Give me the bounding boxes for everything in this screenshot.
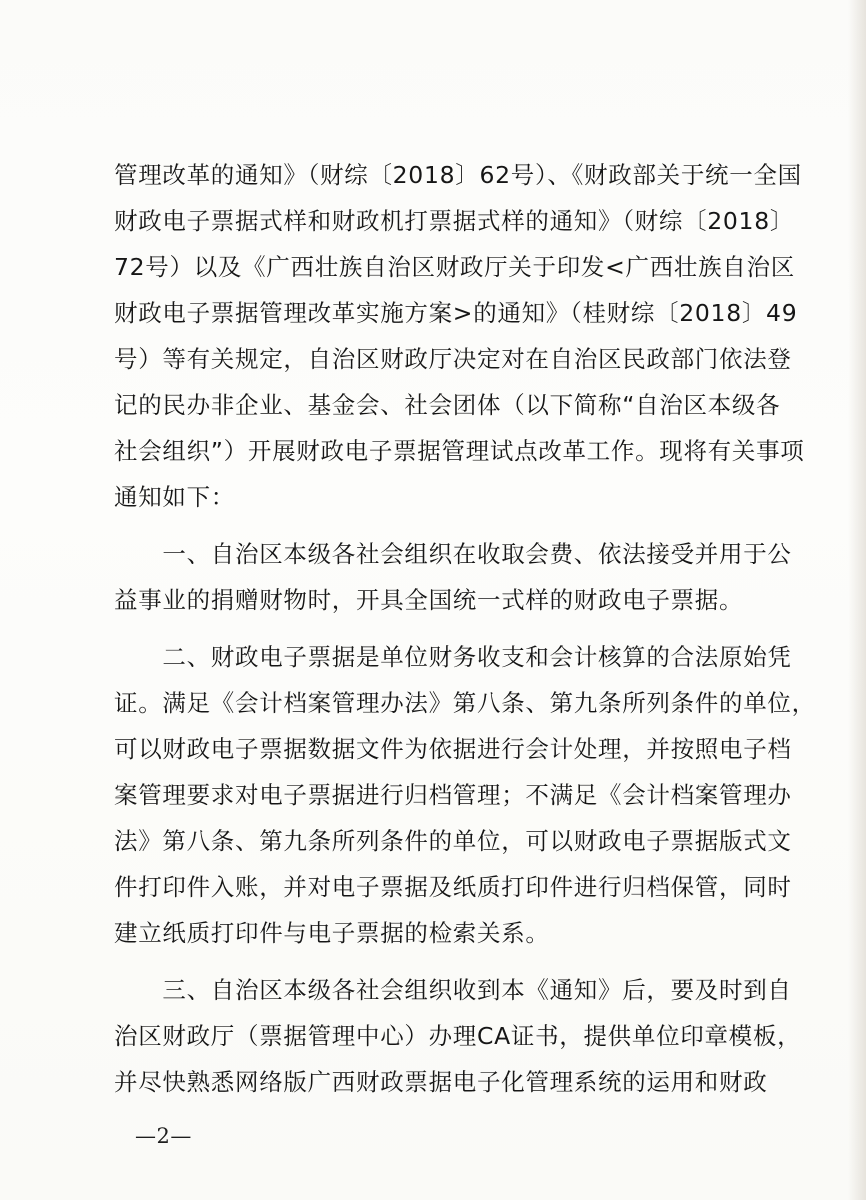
text-line: 益事业的捐赠财物时，开具全国统一式样的财政电子票据。 (114, 586, 744, 614)
text-line: 通知如下： (114, 483, 235, 511)
paragraph-item-2 (114, 634, 816, 956)
paragraph-item-1 (114, 531, 792, 623)
paragraph-spacing (114, 956, 780, 967)
page-number: —2— (135, 1124, 192, 1148)
text-line: 财政电子票据管理改革实施方案>的通知》（桂财综〔2018〕49 (114, 299, 798, 327)
text-line: 法》第八条、第九条所列条件的单位，可以财政电子票据版式文 (114, 827, 792, 855)
text-line: 社会组织”）开展财政电子票据管理试点改革工作。现将有关事项 (114, 437, 805, 465)
text-line: 并尽快熟悉网络版广西财政票据电子化管理系统的运用和财政 (114, 1068, 768, 1096)
paragraph-intro (114, 152, 805, 520)
text-line: 治区财政厅（票据管理中心）办理CA证书，提供单位印章模板， (114, 1022, 802, 1050)
text-line: 记的民办非企业、基金会、社会团体（以下简称“自治区本级各 (114, 391, 781, 419)
text-line: 证。满足《会计档案管理办法》第八条、第九条所列条件的单位， (114, 689, 816, 717)
text-line: 一、自治区本级各社会组织在收取会费、依法接受并用于公 (114, 540, 792, 568)
paragraph-spacing (114, 520, 780, 531)
text-line: 件打印件入账，并对电子票据及纸质打印件进行归档保管，同时 (114, 873, 792, 901)
text-line: 案管理要求对电子票据进行归档管理；不满足《会计档案管理办 (114, 781, 792, 809)
text-line: 号）等有关规定，自治区财政厅决定对在自治区民政部门依法登 (114, 345, 792, 373)
text-line: 管理改革的通知》（财综〔2018〕62号）、《财政部关于统一全国 (114, 161, 802, 189)
scan-shadow-edge (848, 0, 866, 1200)
document-body (114, 152, 816, 1105)
text-line: 二、财政电子票据是单位财务收支和会计核算的合法原始凭 (114, 643, 792, 671)
text-line: 72号）以及《广西壮族自治区财政厅关于印发<广西壮族自治区 (114, 253, 795, 281)
paragraph-spacing (114, 623, 780, 634)
text-line: 可以财政电子票据数据文件为依据进行会计处理，并按照电子档 (114, 735, 792, 763)
text-line: 建立纸质打印件与电子票据的检索关系。 (114, 919, 550, 947)
text-line: 三、自治区本级各社会组织收到本《通知》后，要及时到自 (114, 976, 792, 1004)
text-line: 财政电子票据式样和财政机打票据式样的通知》（财综〔2018〕 (114, 207, 795, 235)
paragraph-item-3 (114, 967, 802, 1105)
